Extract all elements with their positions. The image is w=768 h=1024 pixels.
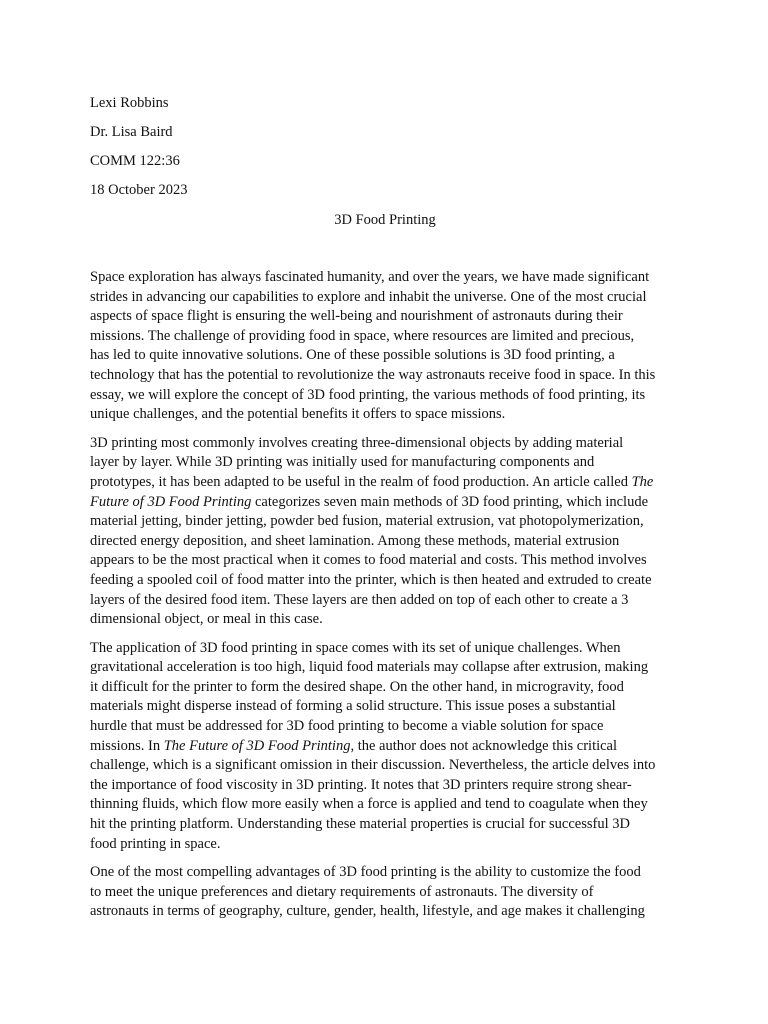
text-run: , the author does not acknowledge this critical: [350, 737, 618, 754]
text-run: missions. In: [90, 737, 164, 754]
paragraph-line: to meet the unique preferences and dietary requirements of astronauts. The diversity of: [90, 883, 594, 900]
paragraph-3: [90, 639, 680, 855]
paragraph-line: 3D printing most commonly involves creating three-dimensional objects by adding material: [90, 434, 624, 451]
paragraph-line: directed energy deposition, and sheet lamination. Among these methods, material extrusion: [90, 532, 620, 549]
paragraph-line: has led to quite innovative solutions. One of these possible solutions is 3D food printing, a: [90, 347, 615, 364]
paragraph-4: [90, 863, 680, 922]
paragraph-line: [90, 473, 680, 493]
paragraph-line: layers of the desired food item. These layers are then added on top of each other to create a 3: [90, 591, 629, 608]
article-title-italic: Future of 3D Food Printing: [90, 493, 252, 510]
paragraph-line: layer by layer. While 3D printing was initially used for manufacturing components and: [90, 454, 595, 471]
paragraph-line: it difficult for the printer to form the desired shape. On the other hand, in microgravity, food: [90, 678, 624, 695]
paragraph-line: The application of 3D food printing in space comes with its set of unique challenges. When: [90, 639, 621, 656]
paragraph-line: aspects of space flight is ensuring the well-being and nourishment of astronauts during their: [90, 308, 623, 325]
paragraph-line: food printing in space.: [90, 835, 221, 852]
course-code: COMM 122:36: [90, 153, 180, 169]
paragraph-line: thinning fluids, which flow more easily when a force is applied and tend to coagulate when they: [90, 796, 648, 813]
paragraph-line: unique challenges, and the potential benefits it offers to space missions.: [90, 406, 506, 423]
paragraph-line: Space exploration has always fascinated humanity, and over the years, we have made significant: [90, 269, 650, 285]
paragraph-line: astronauts in terms of geography, culture, gender, health, lifestyle, and age makes it challenging: [90, 903, 645, 920]
paragraph-line: material jetting, binder jetting, powder bed fusion, material extrusion, vat photopolymerization,: [90, 513, 644, 530]
article-title-italic: The: [631, 473, 654, 490]
author-name: Lexi Robbins: [90, 95, 169, 111]
article-title-italic: The Future of 3D Food Printing: [163, 737, 351, 754]
document-title: 3D Food Printing: [334, 212, 436, 228]
paragraph-line: gravitational acceleration is too high, liquid food materials may collapse after extrusion, making: [90, 659, 649, 676]
paragraph-line: [90, 737, 680, 757]
text-run: prototypes, it has been adapted to be useful in the realm of food production. An article called: [90, 473, 632, 490]
paragraph-line: feeding a spooled coil of food matter into the printer, which is then heated and extruded to create: [90, 571, 652, 588]
essay-body: [90, 268, 680, 931]
paragraph-line: the importance of food viscosity in 3D printing. It notes that 3D printers require strong shear-: [90, 776, 632, 793]
document-date: 18 October 2023: [90, 182, 188, 198]
paragraph-line: missions. The challenge of providing food in space, where resources are limited and precious,: [90, 327, 635, 344]
text-run: categorizes seven main methods of 3D food printing, which include: [251, 493, 649, 510]
paragraph-1: [90, 268, 680, 425]
paragraph-line: One of the most compelling advantages of 3D food printing is the ability to customize the food: [90, 864, 641, 881]
paragraph-line: hit the printing platform. Understanding these material properties is crucial for successful 3D: [90, 816, 630, 833]
paragraph-line: hurdle that must be addressed for 3D food printing to become a viable solution for space: [90, 718, 604, 735]
paragraph-line: appears to be the most practical when it comes to food material and costs. This method involves: [90, 552, 647, 569]
paragraph-line: [90, 493, 680, 513]
document-page: [90, 0, 680, 1024]
paragraph-line: essay, we will explore the concept of 3D food printing, the various methods of food printing, its: [90, 386, 646, 403]
paragraph-line: dimensional object, or meal in this case.: [90, 611, 323, 628]
paragraph-line: challenge, which is a significant omission in their discussion. Nevertheless, the article delves into: [90, 757, 656, 774]
paragraph-line: materials might disperse instead of forming a solid structure. This issue poses a substantial: [90, 698, 616, 715]
instructor-name: Dr. Lisa Baird: [90, 124, 173, 140]
paragraph-line: technology that has the potential to revolutionize the way astronauts receive food in space. In this: [90, 366, 656, 383]
paragraph-2: [90, 434, 680, 630]
paragraph-line: strides in advancing our capabilities to explore and inhabit the universe. One of the most crucial: [90, 288, 647, 305]
